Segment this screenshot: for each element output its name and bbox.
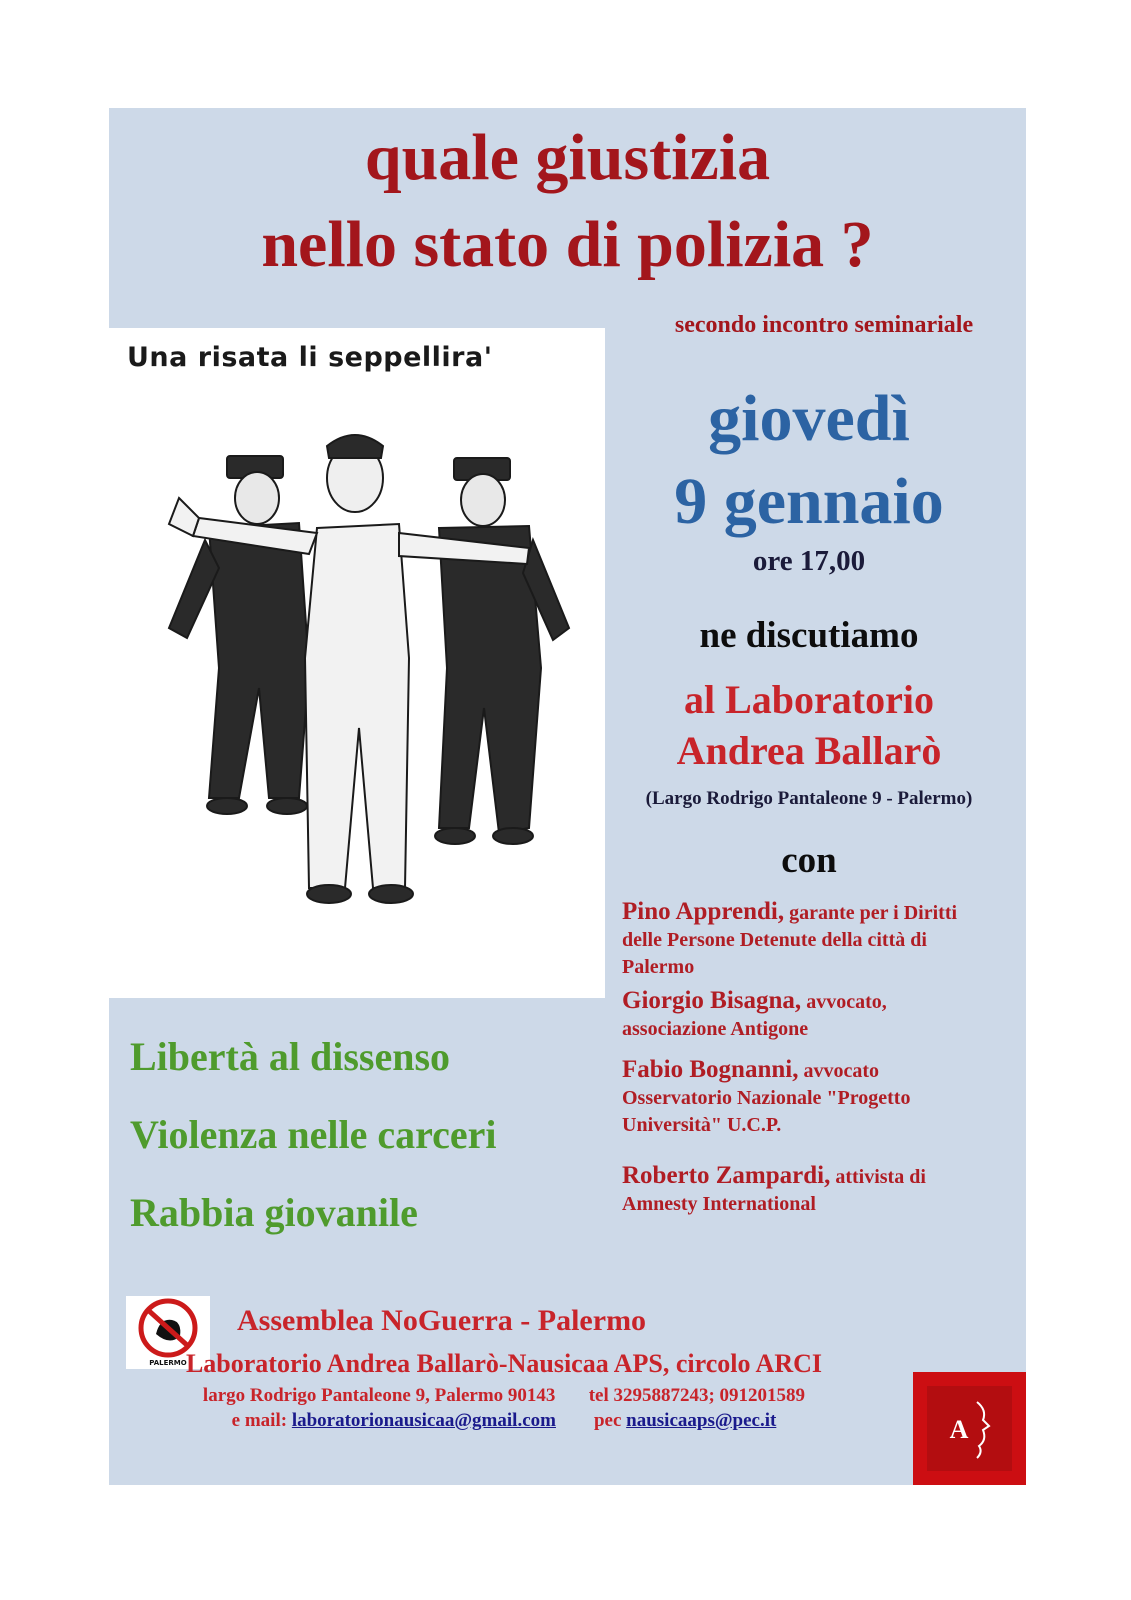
illustration-caption: Una risata li seppellira' [127, 342, 493, 373]
email-label: e mail: [231, 1410, 288, 1431]
event-day: giovedì [708, 382, 910, 455]
pec-label: pec [593, 1410, 622, 1431]
email-link[interactable]: laboratorionausicaa@gmail.com [291, 1410, 556, 1431]
speaker-name: Pino Apprendi, [622, 898, 785, 925]
topic-2: Violenza nelle carceri [130, 1112, 497, 1157]
lab-address: largo Rodrigo Pantaleone 9, Palermo 90143 [202, 1385, 556, 1406]
title-line-2: nello stato di polizia ? [261, 208, 874, 281]
emblem-letter: A [949, 1415, 969, 1444]
illustration [109, 328, 605, 998]
speaker-role: delle Persone Detenute della città di [622, 929, 927, 951]
poster [109, 108, 1026, 1485]
contact-email-line [109, 1410, 899, 1432]
speaker-name: Giorgio Bisagna, [622, 987, 802, 1014]
speaker-role: associazione Antigone [622, 1018, 809, 1040]
three-men-drawing [109, 328, 605, 998]
topic-3: Rabbia giovanile [130, 1190, 418, 1235]
speaker-role: Palermo [622, 956, 695, 978]
speaker-role: avvocato [803, 1060, 879, 1082]
event-time: ore 17,00 [752, 545, 866, 577]
speakers-heading: con [781, 840, 837, 881]
venue-line-2: Andrea Ballarò [676, 728, 942, 773]
face-profile-icon [913, 1372, 1026, 1485]
speaker-name: Fabio Bognanni, [622, 1056, 799, 1083]
speaker-zampardi [622, 1162, 1017, 1218]
speaker-role: Osservatorio Nazionale "Progetto [622, 1087, 911, 1109]
speaker-bognanni [622, 1056, 1017, 1139]
speaker-name: Roberto Zampardi, [622, 1162, 831, 1189]
venue-line-1: al Laboratorio [684, 677, 934, 722]
venue-address: (Largo Rodrigo Pantaleone 9 - Palermo) [645, 788, 973, 809]
lab-phones: tel 3295887243; 091201589 [588, 1385, 806, 1406]
speaker-role: attivista di [835, 1166, 926, 1188]
nausicaa-emblem [913, 1372, 1026, 1485]
speaker-role: Amnesty International [622, 1193, 816, 1215]
contact-address-line [109, 1385, 899, 1407]
title-line-1: quale giustizia [364, 121, 771, 194]
organizer-name: Assemblea NoGuerra - Palermo [237, 1304, 647, 1337]
topic-1: Libertà al dissenso [130, 1034, 451, 1079]
event-date: 9 gennaio [674, 465, 944, 538]
logo-label: PALERMO [149, 1359, 187, 1367]
speaker-apprendi [622, 898, 1017, 981]
event-subtitle: secondo incontro seminariale [674, 312, 974, 338]
discuss-heading: ne discutiamo [699, 615, 919, 656]
speaker-role: Università" U.C.P. [622, 1114, 782, 1136]
speaker-role: garante per i Diritti [789, 902, 958, 924]
pec-link[interactable]: nausicaaps@pec.it [626, 1410, 777, 1431]
lab-name: Laboratorio Andrea Ballarò-Nausicaa APS, circolo ARCI [185, 1349, 823, 1378]
speaker-role: avvocato, [806, 991, 887, 1013]
speaker-bisagna [622, 987, 1017, 1043]
